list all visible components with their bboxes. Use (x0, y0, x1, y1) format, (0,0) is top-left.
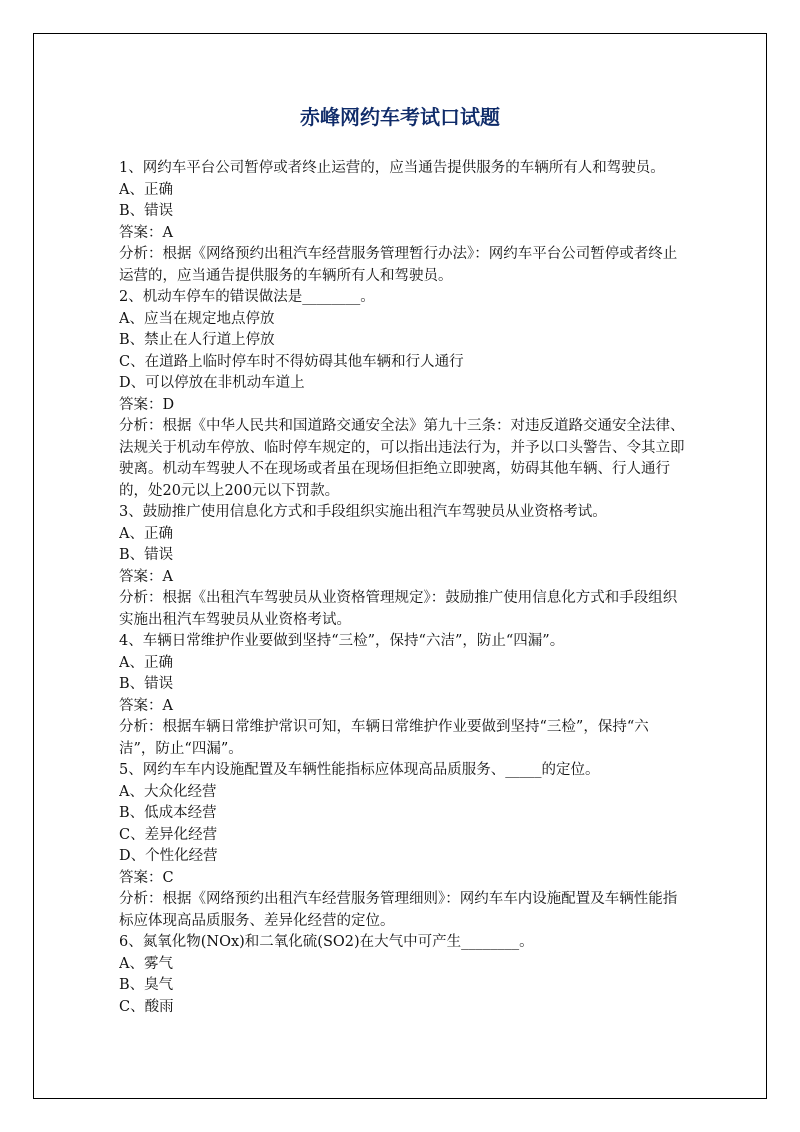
question-stem: 6、氮氧化物(NOx)和二氧化硫(SO2)在大气中可产生________。 (119, 934, 534, 950)
option-d: D、可以停放在非机动车道上 (119, 375, 305, 391)
question-stem: 4、车辆日常维护作业要做到坚持“三检”，保持“六洁”，防止“四漏”。 (119, 633, 565, 649)
option-c: C、在道路上临时停车时不得妨碍其他车辆和行人通行 (119, 353, 464, 370)
option-b: B、错误 (119, 547, 174, 563)
question-stem: 1、网约车平台公司暂停或者终止运营的，应当通告提供服务的车辆所有人和驾驶员。 (119, 160, 665, 176)
option-a: A、雾气 (119, 955, 173, 972)
answer-line: 答案：A (119, 697, 173, 714)
option-d: D、个性化经营 (119, 848, 218, 864)
question-item (119, 760, 685, 932)
document-title: 赤峰网约车考试口试题 (300, 105, 500, 129)
answer-line: 答案：A (119, 224, 173, 241)
option-c: C、酸雨 (119, 998, 174, 1015)
option-b: B、臭气 (119, 977, 174, 993)
question-item (119, 158, 685, 287)
option-c: C、差异化经营 (119, 826, 218, 843)
option-a: A、大众化经营 (119, 783, 217, 800)
question-item (119, 287, 685, 502)
option-a: A、正确 (119, 654, 173, 671)
analysis-text: 分析：根据《出租汽车驾驶员从业资格管理规定》：鼓励推广使用信息化方式和手段组织实施出租汽车驾驶员从业资格考试。 (119, 590, 678, 628)
analysis-text: 分析：根据《网络预约出租汽车经营服务管理细则》：网约车车内设施配置及车辆性能指标应体现高品质服务、差异化经营的定位。 (119, 891, 678, 929)
analysis-text: 分析：根据车辆日常维护常识可知，车辆日常维护作业要做到坚持“三检”，保持“六洁”，防止“四漏”。 (119, 719, 649, 757)
option-a: A、应当在规定地点停放 (119, 310, 275, 327)
analysis-text: 分析：根据《中华人民共和国道路交通安全法》第九十三条：对违反道路交通安全法律、法规关于机动车停放、临时停车规定的，可以指出违法行为，并予以口头警告、令其立即驶离。机动车驾驶人不在现场或者虽在现场但拒绝立即驶离，妨碍其他车辆、行人通行的，处20元以上200元以下罚款。 (119, 418, 685, 499)
answer-line: 答案：D (119, 396, 175, 413)
option-a: A、正确 (119, 181, 173, 198)
question-item (119, 631, 685, 760)
option-b: B、低成本经营 (119, 805, 217, 821)
question-list (119, 158, 685, 1018)
option-a: A、正确 (119, 525, 173, 542)
question-stem: 3、鼓励推广使用信息化方式和手段组织实施出租汽车驾驶员从业资格考试。 (119, 504, 607, 520)
option-b: B、错误 (119, 203, 174, 219)
option-b: B、错误 (119, 676, 174, 692)
question-item (119, 932, 685, 1018)
answer-line: 答案：A (119, 568, 173, 585)
answer-line: 答案：C (119, 869, 174, 886)
question-stem: 5、网约车车内设施配置及车辆性能指标应体现高品质服务、_____的定位。 (119, 762, 600, 778)
option-b: B、禁止在人行道上停放 (119, 332, 275, 348)
analysis-text: 分析：根据《网络预约出租汽车经营服务管理暂行办法》：网约车平台公司暂停或者终止运营的，应当通告提供服务的车辆所有人和驾驶员。 (119, 246, 678, 284)
question-stem: 2、机动车停车的错误做法是________。 (119, 289, 375, 305)
question-item (119, 502, 685, 631)
